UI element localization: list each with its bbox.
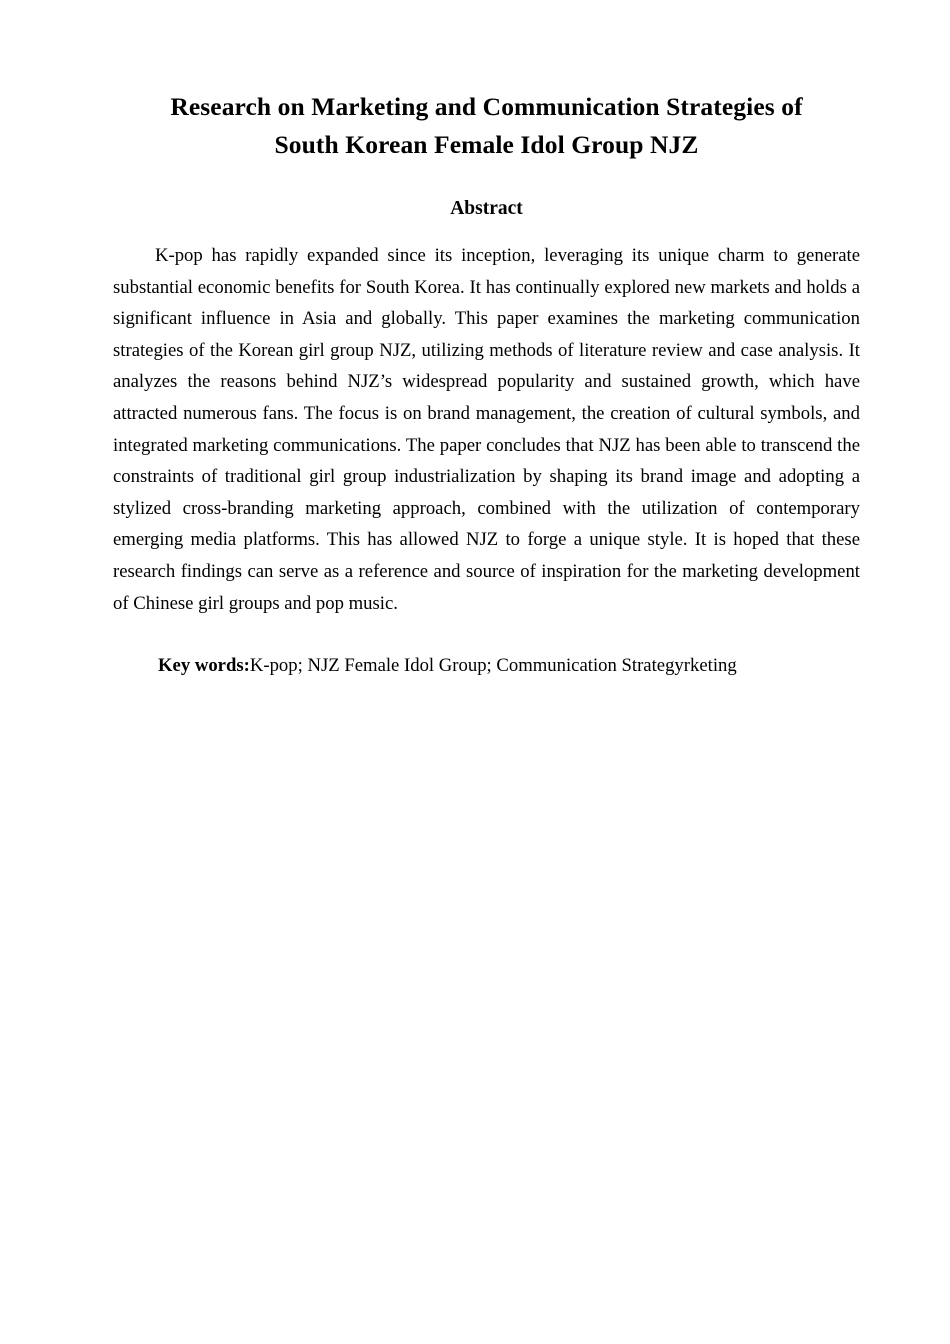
keywords-value: K-pop; NJZ Female Idol Group; Communication Strategyrketing [249, 655, 737, 677]
keywords-label: Key words: [158, 655, 250, 677]
abstract-heading: Abstract [450, 198, 523, 219]
page-title-line-1: Research on Marketing and Communication Strategies of [170, 92, 803, 121]
text-column [113, 0, 860, 682]
page-title-line-2: South Korean Female Idol Group NJZ [274, 130, 699, 159]
page-title [113, 0, 860, 164]
keywords-line [113, 619, 860, 682]
abstract-paragraph: K-pop has rapidly expanded since its inception, leveraging its unique charm to generate substantial economic benefits for South Korea. It has continually explored new markets and holds a significant influence in Asia and globally. This paper examines the marketing communication strategies of the Korean girl group NJZ, utilizing methods of literature review and case analysis. It analyzes the reasons behind NJZ’s widespread popularity and sustained growth, which have attracted numerous fans. The focus is on brand management, the creation of cultural symbols, and integrated marketing communications. The paper concludes that NJZ has been able to transcend the constraints of traditional girl group industrialization by shaping its brand image and adopting a stylized cross-branding marketing approach, combined with the utilization of contemporary emerging media platforms. This has allowed NJZ to forge a unique style. It is hoped that these research findings can serve as a reference and source of inspiration for the marketing development of Chinese girl groups and pop music. [113, 245, 860, 614]
